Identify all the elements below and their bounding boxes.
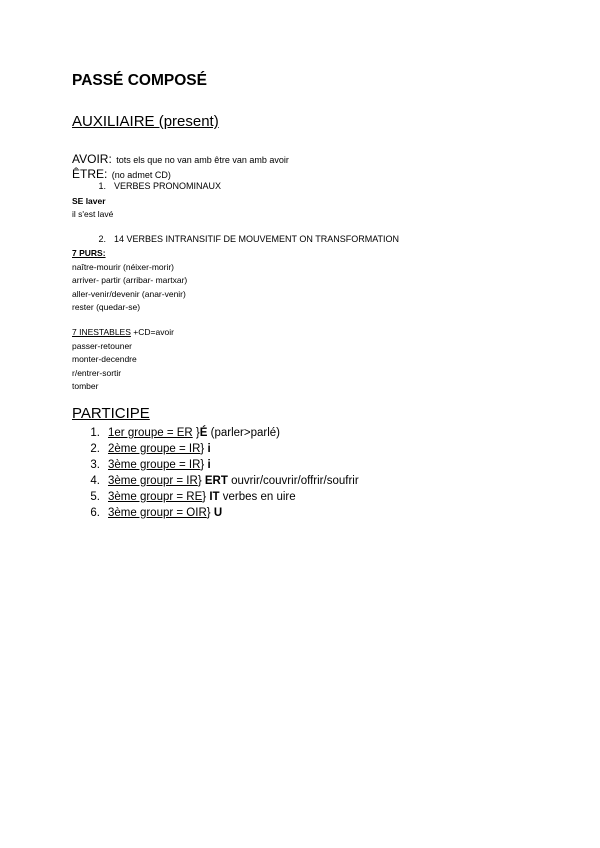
participe-note: (parler>parlé)	[210, 427, 280, 439]
list-number: 2.	[90, 443, 100, 455]
participe-note: verbes en uire	[222, 491, 296, 503]
list-item: naître-mourir (néixer-morir)	[72, 262, 175, 272]
participe-item-4	[82, 475, 359, 487]
list-item-pronominaux	[88, 181, 221, 191]
list-item: monter-decendre	[72, 354, 137, 364]
participe-rule: 1er groupe = ER	[108, 427, 193, 439]
avoir-text: tots els que no van amb être van amb avoir	[116, 155, 289, 165]
participe-item-1	[82, 427, 280, 439]
participe-brace: }	[197, 475, 202, 487]
participe-item-3	[82, 459, 211, 471]
participe-note: ouvrir/couvrir/offrir/soufrir	[231, 475, 359, 487]
participe-item-2	[82, 443, 211, 455]
participe-brace: }	[206, 507, 211, 519]
list-item-mouvement	[88, 234, 399, 244]
inestables-suffix: +CD=avoir	[133, 327, 174, 337]
auxiliaire-heading: AUXILIAIRE (present)	[72, 113, 219, 130]
participe-brace: }	[195, 427, 200, 439]
participe-ending: U	[213, 507, 223, 519]
participe-item-5	[82, 491, 296, 503]
se-laver-line: SE laver	[72, 196, 106, 206]
participe-rule: 3ème groupr = IR	[108, 475, 198, 487]
participe-rule: 3ème groupe = IR	[108, 459, 201, 471]
inestables-heading: 7 INESTABLES	[72, 327, 131, 337]
participe-item-6	[82, 507, 222, 519]
participe-ending: i	[207, 459, 211, 471]
participe-rule: 3ème groupr = OIR	[108, 507, 207, 519]
list-item: passer-retouner	[72, 341, 133, 351]
etre-label: ÊTRE:	[72, 167, 108, 181]
participe-rule: 3ème groupr = RE	[108, 491, 203, 503]
participe-brace: }	[202, 491, 207, 503]
purs-heading: 7 PURS:	[72, 248, 106, 258]
list-item-label: VERBES PRONOMINAUX	[114, 181, 222, 191]
participe-brace: }	[200, 459, 205, 471]
page-title: PASSÉ COMPOSÉ	[72, 72, 207, 89]
list-number: 4.	[90, 475, 100, 487]
list-number: 6.	[90, 507, 100, 519]
avoir-label: AVOIR:	[72, 152, 112, 166]
participe-brace: }	[200, 443, 205, 455]
participe-ending: É	[199, 427, 208, 439]
participe-ending: i	[207, 443, 211, 455]
list-number: 5.	[90, 491, 100, 503]
list-item: arriver- partir (arribar- martxar)	[72, 275, 188, 285]
list-item: rester (quedar-se)	[72, 302, 141, 312]
list-number: 1.	[98, 181, 106, 191]
list-item: aller-venir/devenir (anar-venir)	[72, 289, 186, 299]
participe-ending: IT	[209, 491, 220, 503]
il-sest-lave-line: il s'est lavé	[72, 209, 114, 219]
list-item: tomber	[72, 381, 99, 391]
participe-heading: PARTICIPE	[72, 405, 150, 422]
list-number: 3.	[90, 459, 100, 471]
participe-rule: 2ème groupe = IR	[108, 443, 201, 455]
list-number: 2.	[98, 234, 106, 244]
inestables-line	[72, 327, 174, 337]
participe-ending: ERT	[204, 475, 228, 487]
list-item-label: 14 VERBES INTRANSITIF DE MOUVEMENT ON TRANSFORMATION	[114, 234, 400, 244]
list-number: 1.	[90, 427, 100, 439]
list-item: r/entrer-sortir	[72, 368, 122, 378]
etre-text: (no admet CD)	[111, 170, 171, 180]
